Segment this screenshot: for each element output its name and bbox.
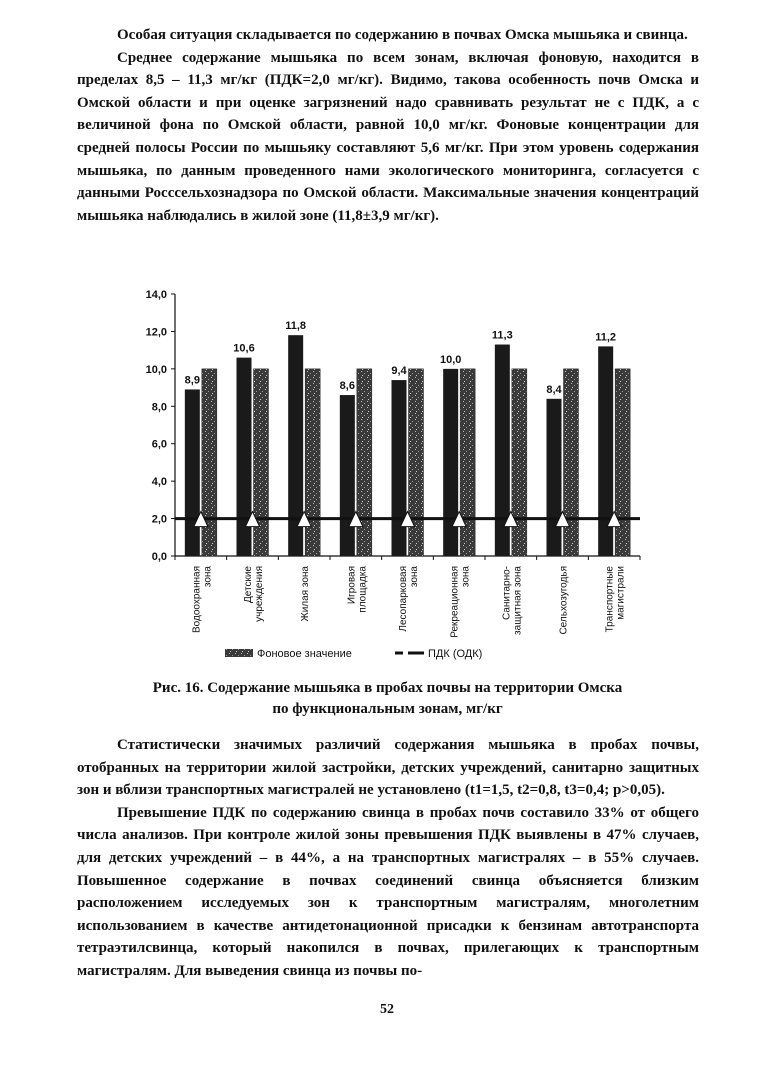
bar-background	[564, 369, 579, 556]
value-label: 8,6	[339, 380, 355, 393]
category-label-line: зона	[409, 566, 420, 588]
bar-measured	[392, 380, 407, 556]
page-number: 52	[380, 1002, 394, 1017]
category-label-line: Жилая зона	[300, 566, 312, 622]
value-label: 10,0	[439, 353, 462, 366]
bar-background	[512, 369, 527, 556]
top-text-block	[77, 24, 699, 227]
category-label-line: Водоохранная	[191, 566, 203, 634]
category-label-line: Транспортные	[604, 566, 616, 633]
value-label: 8,4	[546, 383, 562, 396]
category-label-line: Лесопарковая	[398, 566, 409, 632]
category-label	[300, 566, 311, 622]
y-tick-label: 14,0	[145, 289, 167, 301]
category-label	[346, 566, 368, 613]
bottom-text-block	[77, 734, 699, 983]
category-label-line: учреждения	[254, 566, 265, 622]
category-label	[605, 566, 627, 633]
category-label-line: зона	[460, 566, 472, 588]
category-label-line: Санитарно-	[501, 566, 513, 621]
category-label	[191, 566, 213, 633]
bar-background	[357, 369, 372, 556]
value-label: 8,9	[184, 374, 200, 387]
bar-background	[202, 369, 217, 556]
legend-swatch-background	[225, 649, 253, 657]
y-tick-label: 10,0	[145, 363, 167, 376]
bar-background	[615, 369, 630, 556]
figure-caption	[80, 678, 695, 720]
paragraph: Превышение ПДК по содержанию свинца в пробах почв составило 33% от общего числа анализов. При контроле жилой зоны превышения ПДК выявлены в 47% случаев, для детских учреждений – в 44%, а на транспортных магистралях – в 55% случаев. Повышенное содержание в почвах соединений свинца объясняется близким расположением исследуемых зон к транспортным магистралям, многолетним использованием в качестве антидетонационной присадки к бензинам автотранспорта тетраэтилсвинца, который накопился в почвах, прилегающих к транспортным магистралям. Для выведения свинца из почвы по-	[77, 804, 699, 979]
bar-measured	[340, 395, 355, 556]
category-label	[501, 566, 523, 635]
category-label-line: площадка	[357, 566, 369, 613]
value-label: 9,4	[391, 365, 407, 378]
caption-line-1: Рис. 16. Содержание мышьяка в пробах почвы на территории Омска	[152, 680, 623, 696]
bar-measured	[443, 369, 458, 556]
y-tick-label: 12,0	[145, 326, 167, 339]
bar-measured	[547, 399, 562, 556]
value-label: 11,2	[595, 331, 617, 344]
arsenic-chart	[120, 280, 660, 675]
value-label: 11,8	[285, 320, 307, 333]
category-label	[559, 566, 570, 635]
value-label: 10,6	[233, 342, 255, 355]
category-label	[450, 566, 472, 638]
y-tick-label: 2,0	[151, 513, 167, 526]
caption-line-2: по функциональным зонам, мг/кг	[272, 701, 503, 717]
y-tick-label: 0,0	[151, 551, 167, 563]
category-label	[398, 566, 420, 632]
bar-background	[305, 369, 320, 556]
category-label	[243, 566, 265, 622]
chart-svg	[120, 280, 660, 675]
category-label-line: защитная зона	[512, 566, 524, 635]
category-label-line: Игровая	[346, 566, 358, 605]
y-tick-label: 6,0	[151, 438, 167, 451]
bar-background	[409, 369, 424, 556]
category-label-line: Детские	[243, 566, 254, 603]
category-label-line: магистрали	[615, 566, 627, 620]
category-label-line: Сельхозугодья	[558, 566, 570, 635]
category-label-line: зона	[202, 566, 214, 588]
paragraph: Особая ситуация складывается по содержанию в почвах Омска мышьяка и свинца.	[117, 27, 688, 43]
y-tick-label: 8,0	[151, 401, 167, 414]
legend-label-background: Фоновое значение	[257, 648, 352, 660]
bar-background	[460, 369, 475, 556]
value-label: 11,3	[491, 329, 513, 342]
bar-measured	[185, 389, 200, 556]
legend-label-pdk: ПДК (ОДК)	[428, 648, 483, 660]
paragraph: Статистически значимых различий содержания мышьяка в пробах почвы, отобранных на территории жилой застройки, детских учреждений, санитарно защитных зон и вблизи транспортных магистралей не установлено (t1=1,5, t2=0,8, t3=0,4; p>0,05).	[77, 737, 699, 799]
y-tick-label: 4,0	[151, 476, 167, 489]
category-label-line: Рекреационная	[449, 566, 461, 638]
paragraph: Среднее содержание мышьяка по всем зонам, включая фоновую, находится в пределах 8,5 – 11,3 мг/кг (ПДК=2,0 мг/кг). Видимо, такова особенность почв Омска и Омской области и при оценке загрязнений надо сравнивать результат не с ПДК, а с величиной фона по Омской области, равной 10,0 мг/кг. Фоновые концентрации для средней полосы России по мышьяку составляют 5,6 мг/кг. При этом уровень содержания мышьяка, по данным проведенного нами экологического мониторинга, согласуется с данными Россcельхознадзора по Омской области. Максимальные значения концентраций мышьяка наблюдались в жилой зоне (11,8±3,9 мг/кг).	[77, 49, 699, 224]
bar-background	[254, 369, 269, 556]
